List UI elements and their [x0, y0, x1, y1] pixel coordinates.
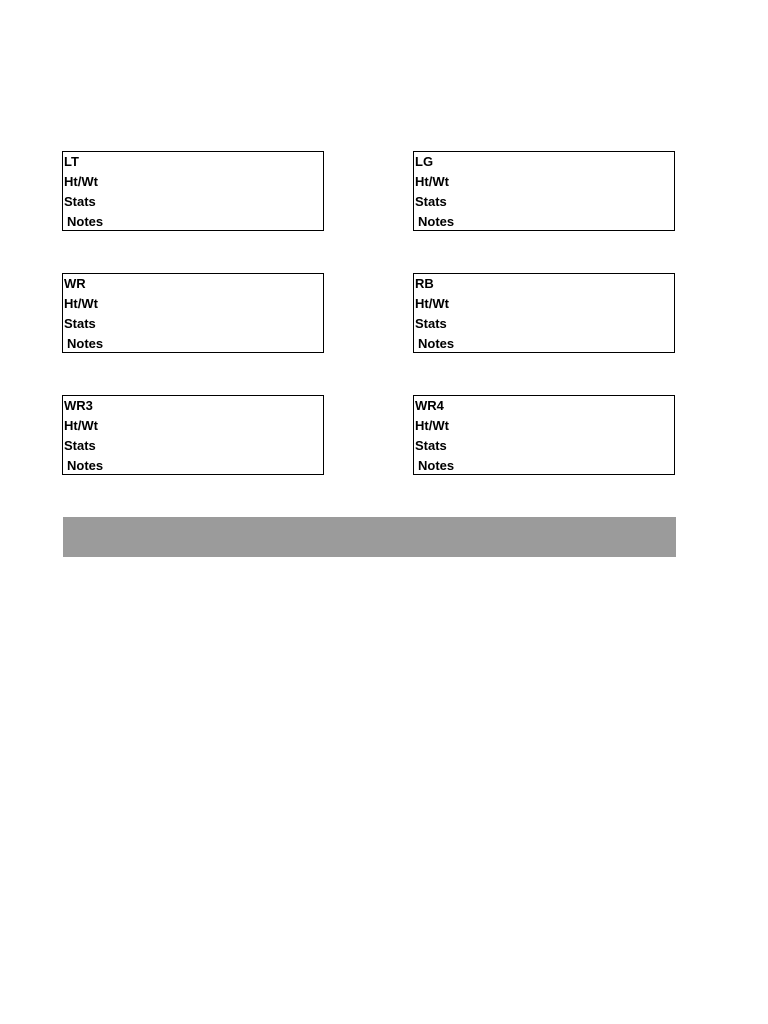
ht-wt-label: Ht/Wt	[64, 296, 98, 311]
stats-label: Stats	[415, 194, 447, 209]
stats-label: Stats	[64, 194, 96, 209]
notes-label: Notes	[67, 458, 104, 473]
player-card-wr	[62, 273, 324, 353]
player-card-lt	[62, 151, 324, 231]
notes-label: Notes	[67, 336, 104, 351]
stats-label: Stats	[415, 316, 447, 331]
position-label: WR	[64, 276, 86, 291]
gray-divider-bar	[63, 517, 676, 557]
ht-wt-label: Ht/Wt	[64, 174, 98, 189]
notes-label: Notes	[418, 336, 455, 351]
ht-wt-label: Ht/Wt	[64, 418, 98, 433]
player-card-rb	[413, 273, 675, 353]
position-label: LG	[415, 154, 434, 169]
position-label: WR3	[64, 398, 93, 413]
notes-label: Notes	[67, 214, 104, 229]
position-label: RB	[415, 276, 434, 291]
player-card-lg	[413, 151, 675, 231]
stats-label: Stats	[64, 316, 96, 331]
ht-wt-label: Ht/Wt	[415, 174, 449, 189]
player-card-wr3	[62, 395, 324, 475]
stats-label: Stats	[415, 438, 447, 453]
position-label: LT	[64, 154, 79, 169]
ht-wt-label: Ht/Wt	[415, 418, 449, 433]
notes-label: Notes	[418, 458, 455, 473]
player-card-wr4	[413, 395, 675, 475]
stats-label: Stats	[64, 438, 96, 453]
ht-wt-label: Ht/Wt	[415, 296, 449, 311]
notes-label: Notes	[418, 214, 455, 229]
position-label: WR4	[415, 398, 444, 413]
